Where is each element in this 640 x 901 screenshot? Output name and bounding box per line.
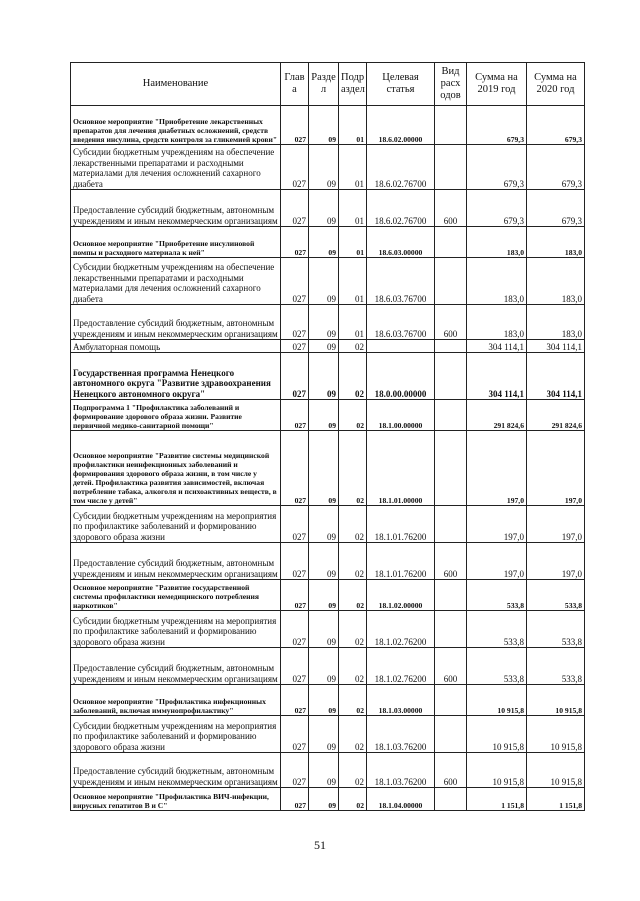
cell-target: 18.1.02.76200 — [367, 648, 435, 685]
cell-vid: 600 — [435, 305, 467, 340]
cell-target — [367, 340, 435, 353]
cell-podrazdel: 01 — [339, 190, 367, 227]
cell-podrazdel: 02 — [339, 788, 367, 811]
cell-sum-2020: 679,3 — [527, 106, 585, 145]
cell-target: 18.1.03.76200 — [367, 753, 435, 788]
cell-podrazdel: 02 — [339, 400, 367, 431]
cell-sum-2019: 304 114,1 — [467, 353, 527, 400]
cell-podrazdel: 02 — [339, 611, 367, 648]
cell-glava: 027 — [281, 340, 309, 353]
table-body — [71, 106, 585, 811]
cell-name: Предоставление субсидий бюджетным, автономным учреждениям и иным некоммерческим организациям — [71, 190, 281, 227]
cell-glava: 027 — [281, 305, 309, 340]
cell-razdel: 09 — [309, 258, 339, 305]
cell-glava: 027 — [281, 190, 309, 227]
cell-sum-2019: 533,8 — [467, 580, 527, 611]
table-row — [71, 305, 585, 340]
cell-sum-2020: 533,8 — [527, 648, 585, 685]
cell-vid — [435, 258, 467, 305]
table-row — [71, 753, 585, 788]
cell-razdel: 09 — [309, 227, 339, 258]
header-target: Целевая статья — [367, 63, 435, 106]
cell-sum-2019: 679,3 — [467, 145, 527, 190]
cell-name: Основное мероприятие "Развитие государственной системы профилактики немедицинского потребления наркотиков" — [71, 580, 281, 611]
cell-razdel: 09 — [309, 543, 339, 580]
cell-target: 18.6.03.00000 — [367, 227, 435, 258]
cell-razdel: 09 — [309, 611, 339, 648]
cell-razdel: 09 — [309, 716, 339, 753]
cell-glava: 027 — [281, 506, 309, 543]
cell-vid — [435, 716, 467, 753]
cell-razdel: 09 — [309, 580, 339, 611]
cell-sum-2020: 10 915,8 — [527, 685, 585, 716]
table-row — [71, 543, 585, 580]
cell-sum-2019: 679,3 — [467, 190, 527, 227]
cell-name: Субсидии бюджетным учреждениям на обеспечение лекарственными препаратами и расходными материалами для лечения осложнений сахарного диабета — [71, 145, 281, 190]
cell-razdel: 09 — [309, 340, 339, 353]
cell-sum-2020: 183,0 — [527, 305, 585, 340]
cell-vid — [435, 685, 467, 716]
cell-sum-2020: 197,0 — [527, 506, 585, 543]
table-row — [71, 685, 585, 716]
cell-sum-2019: 197,0 — [467, 506, 527, 543]
cell-name: Основное мероприятие "Приобретение лекарственных препаратов для лечения диабетных осложнений, средств введения инсулина, средств контроля за гликемией крови" — [71, 106, 281, 145]
cell-target: 18.1.04.00000 — [367, 788, 435, 811]
table-row — [71, 431, 585, 506]
cell-sum-2019: 304 114,1 — [467, 340, 527, 353]
table-row — [71, 788, 585, 811]
table-row — [71, 340, 585, 353]
cell-sum-2020: 679,3 — [527, 190, 585, 227]
table-row — [71, 145, 585, 190]
cell-vid — [435, 506, 467, 543]
cell-name: Подпрограмма 1 "Профилактика заболеваний и формирование здорового образа жизни. Развитие первичной медико-санитарной помощи" — [71, 400, 281, 431]
page-number: 51 — [314, 838, 326, 852]
cell-name: Предоставление субсидий бюджетным, автономным учреждениям и иным некоммерческим организациям — [71, 648, 281, 685]
cell-target: 18.1.03.76200 — [367, 716, 435, 753]
cell-glava: 027 — [281, 788, 309, 811]
cell-target: 18.1.01.00000 — [367, 431, 435, 506]
cell-sum-2019: 533,8 — [467, 648, 527, 685]
cell-vid — [435, 400, 467, 431]
cell-name: Предоставление субсидий бюджетным, автономным учреждениям и иным некоммерческим организациям — [71, 543, 281, 580]
cell-podrazdel: 01 — [339, 227, 367, 258]
cell-sum-2020: 304 114,1 — [527, 353, 585, 400]
cell-target: 18.1.00.00000 — [367, 400, 435, 431]
cell-name: Субсидии бюджетным учреждениям на мероприятия по профилактике заболеваний и формированию здорового образа жизни — [71, 506, 281, 543]
cell-razdel: 09 — [309, 648, 339, 685]
cell-razdel: 09 — [309, 753, 339, 788]
cell-podrazdel: 02 — [339, 431, 367, 506]
cell-vid — [435, 353, 467, 400]
cell-sum-2020: 533,8 — [527, 611, 585, 648]
cell-podrazdel: 02 — [339, 353, 367, 400]
cell-podrazdel: 01 — [339, 258, 367, 305]
cell-name: Предоставление субсидий бюджетным, автономным учреждениям и иным некоммерческим организациям — [71, 305, 281, 340]
cell-podrazdel: 01 — [339, 145, 367, 190]
cell-vid — [435, 788, 467, 811]
cell-vid: 600 — [435, 190, 467, 227]
cell-target: 18.6.02.76700 — [367, 145, 435, 190]
cell-glava: 027 — [281, 258, 309, 305]
cell-razdel: 09 — [309, 145, 339, 190]
cell-vid — [435, 145, 467, 190]
cell-vid — [435, 227, 467, 258]
cell-sum-2019: 10 915,8 — [467, 753, 527, 788]
cell-name: Субсидии бюджетным учреждениям на мероприятия по профилактике заболеваний и формированию здорового образа жизни — [71, 716, 281, 753]
cell-name: Амбулаторная помощь — [71, 340, 281, 353]
cell-target: 18.6.02.76700 — [367, 190, 435, 227]
cell-target: 18.1.02.76200 — [367, 611, 435, 648]
cell-sum-2020: 304 114,1 — [527, 340, 585, 353]
cell-glava: 027 — [281, 685, 309, 716]
cell-glava: 027 — [281, 580, 309, 611]
cell-sum-2019: 533,8 — [467, 611, 527, 648]
header-sum2019: Сумма на 2019 год — [467, 63, 527, 106]
cell-name: Государственная программа Ненецкого автономного округа "Развитие здравоохранения Ненецкого автономного округа" — [71, 353, 281, 400]
cell-vid — [435, 340, 467, 353]
cell-target: 18.1.03.00000 — [367, 685, 435, 716]
cell-glava: 027 — [281, 431, 309, 506]
cell-razdel: 09 — [309, 106, 339, 145]
header-sum2020: Сумма на 2020 год — [527, 63, 585, 106]
cell-vid — [435, 431, 467, 506]
cell-vid: 600 — [435, 753, 467, 788]
cell-sum-2020: 197,0 — [527, 543, 585, 580]
table-row — [71, 648, 585, 685]
cell-sum-2019: 10 915,8 — [467, 716, 527, 753]
cell-sum-2020: 10 915,8 — [527, 716, 585, 753]
cell-sum-2020: 183,0 — [527, 227, 585, 258]
cell-target: 18.1.01.76200 — [367, 543, 435, 580]
cell-glava: 027 — [281, 648, 309, 685]
table-row — [71, 106, 585, 145]
header-glava: Глав а — [281, 63, 309, 106]
table-row — [71, 716, 585, 753]
cell-sum-2019: 183,0 — [467, 305, 527, 340]
cell-sum-2020: 10 915,8 — [527, 753, 585, 788]
cell-razdel: 09 — [309, 685, 339, 716]
cell-sum-2020: 183,0 — [527, 258, 585, 305]
table-row — [71, 190, 585, 227]
cell-sum-2019: 197,0 — [467, 543, 527, 580]
cell-sum-2020: 291 824,6 — [527, 400, 585, 431]
cell-name: Основное мероприятие "Приобретение инсулиновой помпы и расходного материала к ней" — [71, 227, 281, 258]
cell-sum-2020: 533,8 — [527, 580, 585, 611]
cell-sum-2019: 10 915,8 — [467, 685, 527, 716]
cell-razdel: 09 — [309, 353, 339, 400]
cell-razdel: 09 — [309, 305, 339, 340]
cell-target: 18.6.02.00000 — [367, 106, 435, 145]
cell-vid — [435, 580, 467, 611]
cell-name: Субсидии бюджетным учреждениям на мероприятия по профилактике заболеваний и формированию здорового образа жизни — [71, 611, 281, 648]
header-podrazdel: Подр аздел — [339, 63, 367, 106]
cell-vid: 600 — [435, 648, 467, 685]
cell-glava: 027 — [281, 145, 309, 190]
cell-razdel: 09 — [309, 788, 339, 811]
header-row — [71, 63, 585, 106]
header-name: Наименование — [71, 63, 281, 106]
cell-glava: 027 — [281, 353, 309, 400]
cell-razdel: 09 — [309, 400, 339, 431]
cell-target: 18.6.03.76700 — [367, 305, 435, 340]
cell-sum-2020: 679,3 — [527, 145, 585, 190]
cell-name: Основное мероприятие "Профилактика ВИЧ-инфекции, вирусных гепатитов В и С" — [71, 788, 281, 811]
cell-glava: 027 — [281, 543, 309, 580]
cell-vid — [435, 611, 467, 648]
cell-glava: 027 — [281, 611, 309, 648]
cell-glava: 027 — [281, 753, 309, 788]
table-row — [71, 400, 585, 431]
cell-name: Субсидии бюджетным учреждениям на обеспечение лекарственными препаратами и расходными материалами для лечения осложнений сахарного диабета — [71, 258, 281, 305]
cell-sum-2019: 183,0 — [467, 227, 527, 258]
cell-sum-2019: 197,0 — [467, 431, 527, 506]
cell-glava: 027 — [281, 227, 309, 258]
cell-razdel: 09 — [309, 506, 339, 543]
cell-podrazdel: 01 — [339, 305, 367, 340]
cell-sum-2020: 197,0 — [527, 431, 585, 506]
cell-target: 18.1.02.00000 — [367, 580, 435, 611]
cell-name: Основное мероприятие "Развитие системы медицинской профилактики неинфекционных заболеваний и формирования здорового образа жизни, в том числе у детей. Профилактика развития зависимостей, включая потребление табака, алкоголя и психоактивных веществ, в том числе у детей" — [71, 431, 281, 506]
cell-podrazdel: 02 — [339, 685, 367, 716]
table-row — [71, 506, 585, 543]
cell-target: 18.1.01.76200 — [367, 506, 435, 543]
cell-podrazdel: 02 — [339, 506, 367, 543]
cell-sum-2019: 1 151,8 — [467, 788, 527, 811]
budget-table — [70, 62, 585, 811]
cell-podrazdel: 02 — [339, 753, 367, 788]
cell-sum-2019: 183,0 — [467, 258, 527, 305]
cell-razdel: 09 — [309, 431, 339, 506]
cell-razdel: 09 — [309, 190, 339, 227]
table-row — [71, 580, 585, 611]
cell-podrazdel: 02 — [339, 716, 367, 753]
cell-sum-2019: 679,3 — [467, 106, 527, 145]
cell-podrazdel: 01 — [339, 106, 367, 145]
cell-name: Основное мероприятие "Профилактика инфекционных заболеваний, включая иммунопрофилактику" — [71, 685, 281, 716]
cell-podrazdel: 02 — [339, 340, 367, 353]
cell-podrazdel: 02 — [339, 543, 367, 580]
cell-sum-2020: 1 151,8 — [527, 788, 585, 811]
table-row — [71, 258, 585, 305]
table-row — [71, 353, 585, 400]
header-vid: Вид расх одов — [435, 63, 467, 106]
table-row — [71, 227, 585, 258]
cell-target: 18.6.03.76700 — [367, 258, 435, 305]
cell-podrazdel: 02 — [339, 648, 367, 685]
header-razdel: Разде л — [309, 63, 339, 106]
table-row — [71, 611, 585, 648]
cell-vid: 600 — [435, 543, 467, 580]
cell-glava: 027 — [281, 400, 309, 431]
cell-name: Предоставление субсидий бюджетным, автономным учреждениям и иным некоммерческим организациям — [71, 753, 281, 788]
cell-podrazdel: 02 — [339, 580, 367, 611]
budget-table-sheet — [70, 62, 584, 811]
cell-glava: 027 — [281, 716, 309, 753]
cell-glava: 027 — [281, 106, 309, 145]
cell-vid — [435, 106, 467, 145]
cell-sum-2019: 291 824,6 — [467, 400, 527, 431]
cell-target: 18.0.00.00000 — [367, 353, 435, 400]
